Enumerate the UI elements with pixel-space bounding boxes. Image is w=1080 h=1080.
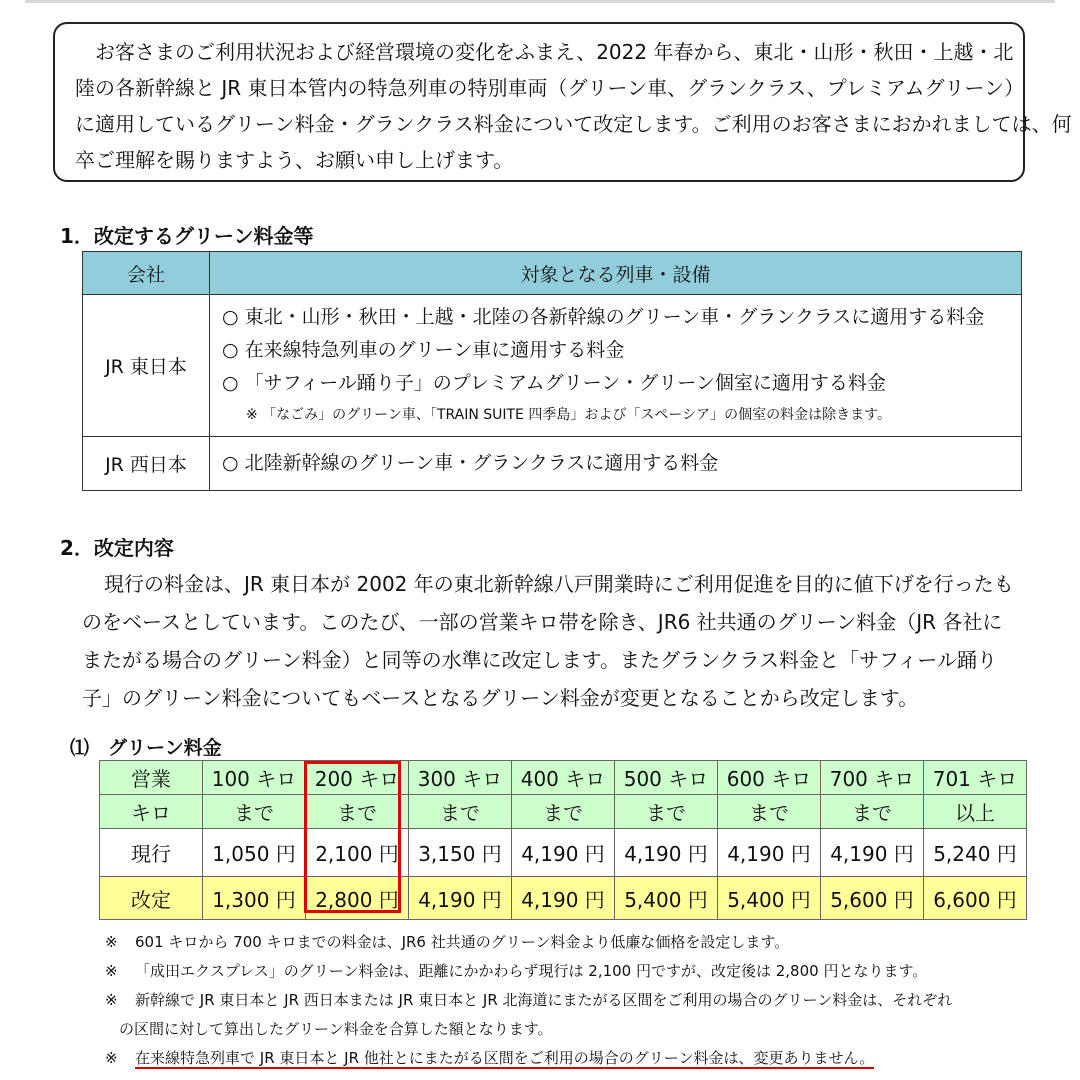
target-item: ○ 在来線特急列車のグリーン車に適用する料金 [222, 339, 625, 361]
target-item: ○ 東北・山形・秋田・上越・北陸の各新幹線のグリーン車・グランクラスに適用する料金 [222, 306, 985, 328]
company-jr-west: JR 西日本 [83, 437, 210, 491]
header-target: 対象となる列車・設備 [210, 252, 1022, 295]
fare-cell: 5,400 円 [718, 877, 821, 920]
section1-heading: 1．改定するグリーン料金等 [60, 224, 314, 248]
note-mark: ※ [105, 991, 118, 1009]
fare-header-cell: まで [821, 795, 924, 829]
fare-cell: 3,150 円 [409, 829, 512, 877]
target-items [210, 295, 1022, 437]
table-row [83, 295, 1022, 437]
paragraph-line: またがる場合のグリーン料金）と同等の水準に改定します。またグランクラス料金と「サフィール踊り [82, 648, 997, 672]
fare-header-cell: キロ [100, 795, 203, 829]
paragraph-line: 現行の料金は、JR 東日本が 2002 年の東北新幹線八戸開業時にご利用促進を目的に値下げを行ったも [104, 572, 1014, 596]
fare-cell: 4,190 円 [718, 829, 821, 877]
current-fare-row [100, 829, 1027, 877]
fare-header-cell: 300 キロ [409, 761, 512, 795]
fare-header-row-top [100, 761, 1027, 795]
note-item [105, 957, 952, 986]
target-item: ○ 「サフィール踊り子」のプレミアムグリーン・グリーン個室に適用する料金 [222, 372, 886, 394]
fare-notes [105, 928, 952, 1073]
note-text: 601 キロから 700 キロまでの料金は、JR6 社共通のグリーン料金より低廉な価格を設定します。 [135, 933, 790, 951]
note-item [105, 928, 952, 957]
top-divider [25, 0, 1055, 3]
note-text-underlined: 在来線特急列車で JR 東日本と JR 他社とにまたがる区間をご利用の場合のグリーン料金は、変更ありません。 [135, 1049, 875, 1067]
exclusion-note: ※ 「なごみ」のグリーン車、「TRAIN SUITE 四季島」および「スペーシア」の個室の料金は除きます。 [246, 407, 891, 423]
fare-cell: 6,600 円 [924, 877, 1027, 920]
intro-notice-box [53, 22, 1072, 182]
intro-line: 卒ご理解を賜りますよう、お願い申し上げます。 [75, 148, 514, 172]
note-text: 新幹線で JR 東日本と JR 西日本または JR 東日本と JR 北海道にまたがる区間をご利用の場合のグリーン料金は、それぞれ [135, 991, 953, 1009]
fare-header-cell: 営業 [100, 761, 203, 795]
fare-cell: 4,190 円 [821, 829, 924, 877]
paragraph-line: 子」のグリーン料金についてもベースとなるグリーン料金が変更となることから改定します。 [82, 686, 919, 710]
note-mark: ※ [105, 962, 118, 980]
note-text: の区間に対して算出したグリーン料金を合算した額となります。 [119, 1020, 553, 1038]
target-items [210, 437, 1022, 491]
fare-header-cell: 500 キロ [615, 761, 718, 795]
fare-cell: 5,240 円 [924, 829, 1027, 877]
note-item [105, 986, 952, 1015]
target-item: ○ 北陸新幹線のグリーン車・グランクラスに適用する料金 [222, 452, 719, 474]
fare-header-cell: まで [203, 795, 306, 829]
fare-header-cell: 400 キロ [512, 761, 615, 795]
fare-cell: 1,300 円 [203, 877, 306, 920]
fare-cell: 現行 [100, 829, 203, 877]
fare-cell: 4,190 円 [615, 829, 718, 877]
intro-line: に適用しているグリーン料金・グランクラス料金について改定します。ご利用のお客さまにおかれましては、何 [75, 112, 1072, 136]
green-fare-table [99, 760, 1027, 920]
target-trains-table [82, 251, 1022, 491]
header-company: 会社 [83, 252, 210, 295]
paragraph-line: のをベースとしています。このたび、一部の営業キロ帯を除き、JR6 社共通のグリーン料金（JR 各社に [82, 610, 1003, 634]
fare-header-cell: 701 キロ [924, 761, 1027, 795]
fare-cell: 5,600 円 [821, 877, 924, 920]
table-row [83, 437, 1022, 491]
intro-line: 陸の各新幹線と JR 東日本管内の特急列車の特別車両（グリーン車、グランクラス、プレミアムグリーン） [75, 76, 1025, 100]
fare-header-cell: 100 キロ [203, 761, 306, 795]
fare-header-cell: まで [306, 795, 409, 829]
fare-cell: 5,400 円 [615, 877, 718, 920]
note-text: 「成田エクスプレス」のグリーン料金は、距離にかかわらず現行は 2,100 円ですが、改定後は 2,800 円となります。 [135, 962, 928, 980]
fare-header-row-bottom [100, 795, 1027, 829]
fare-header-cell: まで [615, 795, 718, 829]
highlight-200km-column [304, 761, 401, 913]
note-item-continued [105, 1015, 952, 1044]
fare-cell: 4,190 円 [512, 829, 615, 877]
fare-header-cell: 以上 [924, 795, 1027, 829]
fare-cell: 4,190 円 [512, 877, 615, 920]
note-mark: ※ [105, 1049, 118, 1067]
fare-header-cell: まで [409, 795, 512, 829]
fare-cell: 2,800 円 [306, 877, 409, 920]
table-header-row [83, 252, 1022, 295]
fare-header-cell: 200 キロ [306, 761, 409, 795]
company-jr-east: JR 東日本 [83, 295, 210, 437]
fare-cell: 2,100 円 [306, 829, 409, 877]
fare-header-cell: 700 キロ [821, 761, 924, 795]
fare-cell: 4,190 円 [409, 877, 512, 920]
fare-cell: 1,050 円 [203, 829, 306, 877]
section2-heading: 2．改定内容 [60, 536, 174, 560]
note-mark: ※ [105, 933, 118, 951]
revised-fare-row [100, 877, 1027, 920]
fare-cell: 改定 [100, 877, 203, 920]
fare-header-cell: 600 キロ [718, 761, 821, 795]
fare-header-cell: まで [512, 795, 615, 829]
intro-line: お客さまのご利用状況および経営環境の変化をふまえ、2022 年春から、東北・山形・秋田・上越・北 [95, 40, 1014, 64]
revision-paragraph [82, 565, 1042, 717]
note-item [105, 1044, 952, 1073]
fare-header-cell: まで [718, 795, 821, 829]
green-fare-subheading: ⑴ グリーン料金 [70, 737, 222, 759]
